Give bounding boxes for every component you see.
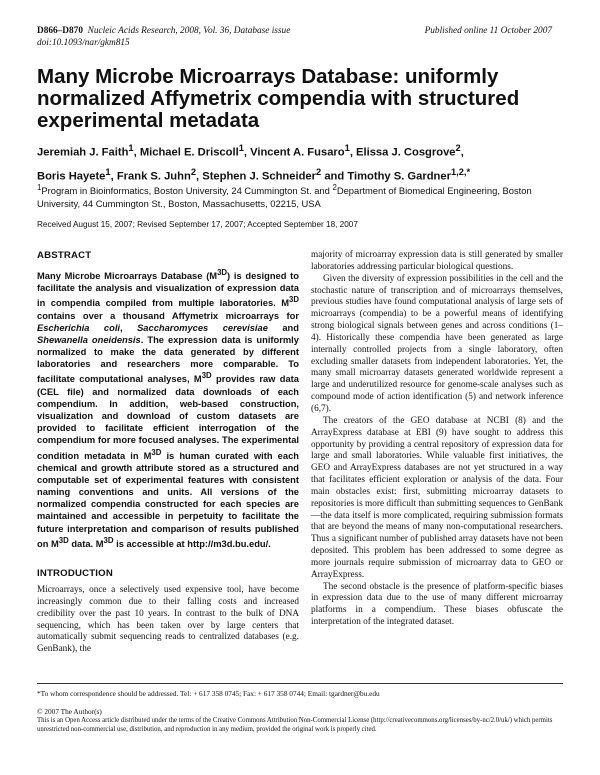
- author-affil-sup: 1: [105, 166, 111, 177]
- author: Jeremiah J. Faith: [37, 146, 129, 159]
- published-date: Published online 11 October 2007: [424, 26, 552, 36]
- running-header: [37, 26, 290, 49]
- affil-text-2: Department of Biomedical Engineering, Boston University, 44 Cummington St., Boston, Massachusetts, 02215, USA: [37, 185, 532, 210]
- introduction-heading: INTRODUCTION: [37, 567, 113, 579]
- page-range: D866–D870: [37, 26, 83, 36]
- intro-paragraph-3: The creators of the GEO database at NCBI (8) and the ArrayExpress database at EBI (9) have sought to address this opportunity by providing a central repository of expression data for large and small laboratories. While valuable first initiatives, the GEO and ArrayExpress databases are not yet structured in a way that facilitates efficient exploration or analysis of the data. Four main obstacles exist: first, submitting microarray datasets to repositories is more difficult than submitting sequences to GenBank—the data itself is more complicated, requiring submission formats that are beyond the means of many non-computational researchers. Thus a significant number of published array datasets have not been deposited. This problem has been addressed to some degree as more journals require submission of microarray data to GEO or ArrayExpress.: [311, 415, 563, 580]
- author-affil-sup: 2: [455, 143, 461, 153]
- license-note: This is an Open Access article distributed under the terms of the Creative Commons Attribution Non-Commercial License (http://creativecommons.org/licenses/by-nc/2.0/uk/) which permits unrestricted non-commercial use, distribution, and reproduction in any medium, provided the original work is properly cited.: [37, 717, 553, 733]
- journal-name: Nucleic Acids Research, 2008, Vol. 36, Database issue: [87, 26, 291, 36]
- affil-text-1: Program in Bioinformatics, Boston University, 24 Cummington St. and: [41, 185, 333, 197]
- abstract-text: Many Microbe Microarrays Database $(M^{3D})$ is designed to facilitate the analysis and visualization of expression data in compendia compiled from multiple laboratories. $M^{3D}$ contains over a thousand Affymetrix microarrays for Escherichia coli, Saccharomyces cerevisiae and Shewanella oneidensis. The expression data is uniformly normalized to make the data generated by different laboratories and researchers more comparable. To facilitate computational analyses, $M^{3D}$ provides raw data (CEL file) and normalized data downloads of each compendium. In addition, web-based construction, visualization and download of custom datasets are provided to facilitate efficient interrogation of the compendium for more focused analyses. The experimental condition metadata in $M^{3D}$ is human curated with each chemical and growth attribute stored as a structured and computable set of experimental features with consistent naming conventions and units. All versions of the normalized compendia constructed for each species are maintained and accessible in perpetuity to facilitate the future interpretation and comparison of results published on $M^{3D}$ data. $M^{3D}$ is accessible at http://m3d.bu.edu/.: [37, 268, 300, 549]
- affil-sup: 2: [332, 183, 337, 192]
- article-title: Many Microbe Microarrays Database: uniformly normalized Affymetrix compendia with structured experimental metadata: [37, 65, 520, 132]
- affiliation: [37, 181, 567, 210]
- doi: doi:10.1093/nar/gkm815: [37, 37, 130, 48]
- author: Timothy S. Gardner: [347, 170, 451, 183]
- author-list: Jeremiah J. Faith$^1$, Michael E. Driscoll$^1$, Vincent A. Fusaro$^1$, Elissa J. Cosgrove$^2$, Boris Hayete$^1$, Frank S. Juhn$^2$, Stephen J. Schneider$^2$ and Timothy S. Gardner$^{1,2,*}$: [37, 143, 471, 183]
- author-affil-sup: 1,2,*: [450, 166, 471, 177]
- right-column: [311, 250, 563, 629]
- affil-sup: 1: [37, 183, 42, 192]
- author: Stephen J. Schneider: [202, 170, 317, 183]
- intro-paragraph-1-continued: majority of microarray expression data is still generated by smaller laboratories addressing particular biological questions.: [311, 250, 563, 272]
- author-affil-sup: 1: [344, 143, 350, 153]
- copyright-note: © 2007 The Author(s): [37, 707, 102, 716]
- author-affil-sup: 1: [128, 143, 134, 153]
- intro-paragraph-1: Microarrays, once a selectively used expensive tool, have become increasingly common due to their falling costs and increased credibility over the past 10 years. In contrast to the bulk of DNA sequencing, which has been taken over by large centers that automatically submit sequencing reads to centralized databases (e.g. GenBank), the: [37, 584, 299, 655]
- authors-and: and: [324, 170, 345, 183]
- author: Elissa J. Cosgrove: [356, 146, 456, 159]
- author-affil-sup: 2: [316, 166, 322, 177]
- correspondence-note: *To whom correspondence should be addressed. Tel: + 617 358 0745; Fax: + 617 358 0744; Email: tgardner@bu.edu: [37, 689, 380, 698]
- author: Vincent A. Fusaro: [250, 146, 345, 159]
- author-affil-sup: 2: [190, 166, 197, 177]
- author: Boris Hayete: [37, 170, 106, 183]
- footnote-divider: [37, 683, 563, 684]
- author: Frank S. Juhn: [116, 170, 191, 183]
- submission-dates: Received August 15, 2007; Revised September 17, 2007; Accepted September 18, 2007: [37, 220, 358, 229]
- intro-paragraph-2: Given the diversity of expression possibilities in the cell and the stochastic nature of transcription and of microarrays themselves, previous studies have found computational analysis of large sets of microarrays (compendia) to be a powerful means of identifying strong biological signals between genes and across conditions (1–4). Historically these compendia have been generated as large internally controlled projects from a single laboratory, often excluding smaller datasets from independent laboratories. Yet, the many small microarray datasets generated worldwide represent a large and underutilized resource for genome-scale analyses such as compound mode of action identification (5) and network inference (6,7).: [311, 273, 563, 414]
- m3d-url[interactable]: is accessible at http://m3d.bu.edu/.: [113, 538, 271, 549]
- abstract-heading: ABSTRACT: [37, 250, 92, 261]
- intro-paragraph-4: The second obstacle is the presence of platform-specific biases in expression data due to the use of many different microarray platforms in a compendium. These biases obfuscate the interpretation of the integrated dataset.: [311, 581, 563, 628]
- left-column: [37, 250, 299, 656]
- author-affil-sup: 1: [238, 143, 244, 153]
- author: Michael E. Driscoll: [139, 146, 239, 159]
